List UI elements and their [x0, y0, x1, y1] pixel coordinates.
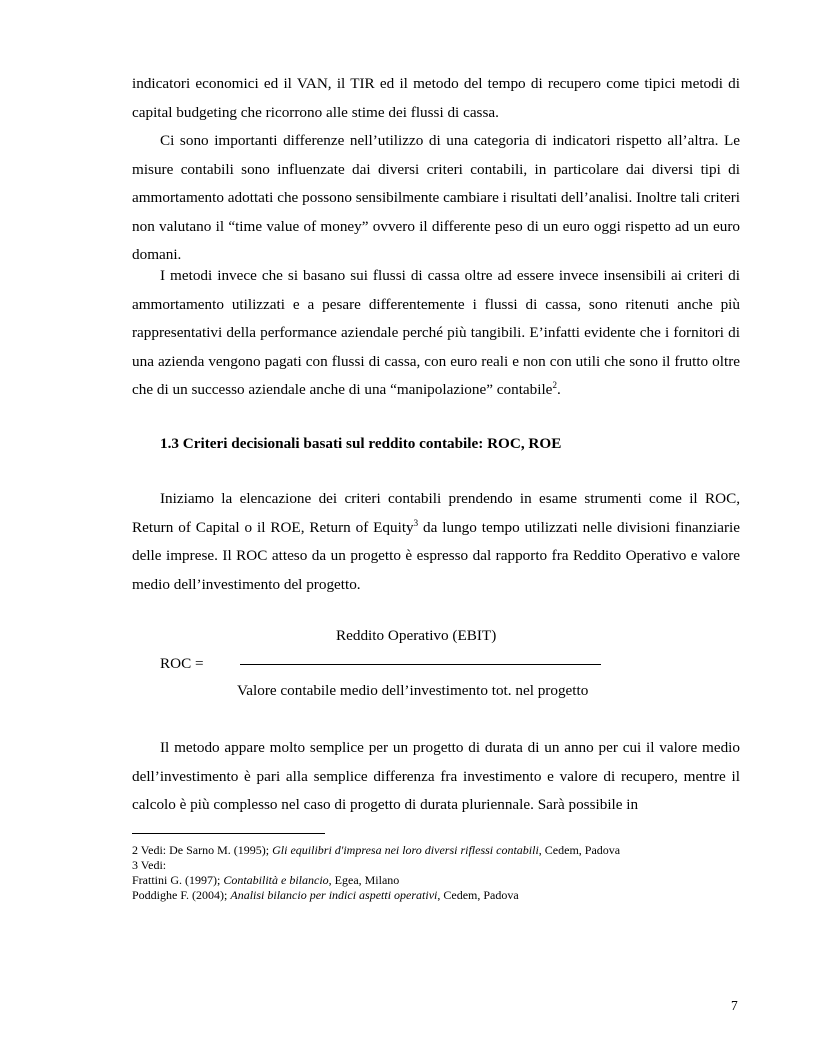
paragraph-1-text: indicatori economici ed il VAN, il TIR ed il metodo del tempo di recupero come tipici metodi di capital budgeting che ricorrono alle stime dei flussi di cassa.: [132, 75, 740, 121]
formula-denominator: Valore contabile medio dell’investimento tot. nel progetto: [237, 682, 589, 699]
footnote-3-title-2: Analisi bilancio per indici aspetti operativi: [230, 888, 438, 902]
paragraph-4: [132, 485, 740, 599]
footnote-ref-2: 2: [552, 379, 557, 390]
paragraph-2: [132, 127, 740, 270]
paragraph-1: [132, 70, 740, 127]
paragraph-3: [132, 262, 740, 405]
paragraph-3-text: [132, 262, 740, 405]
paragraph-4-part-b: da lungo tempo utilizzati nelle divisioni finanziarie delle imprese. Il ROC atteso da un progetto è espresso dal rapporto fra Reddito Operativo e valore medio dell’investimento del progetto.: [132, 518, 740, 593]
footnote-separator: [132, 833, 325, 834]
section-heading: 1.3 Criteri decisionali basati sul reddito contabile: ROC, ROE: [160, 435, 562, 452]
paragraph-2-text: Ci sono importanti differenze nell’utilizzo di una categoria di indicatori rispetto all’altra. Le misure contabili sono influenzate dai diversi criteri contabili, in particolare dai diversi tipi di ammortamento adottati che possono sensibilmente cambiare i risultati dell’analisi. Inoltre tali criteri non valutano il “time value of money” ovvero il differente peso di un euro oggi rispetto ad un euro domani.: [132, 132, 740, 263]
formula-numerator: Reddito Operativo (EBIT): [336, 627, 497, 644]
paragraph-4-text: [132, 485, 740, 599]
page-number: 7: [731, 998, 738, 1013]
footnote-3-publisher-2: , Cedem, Padova: [437, 888, 519, 902]
formula-label: ROC =: [160, 655, 204, 672]
footnote-3-author-2: Poddighe F. (2004);: [132, 888, 231, 902]
footnote-3-line-1: [132, 873, 620, 888]
footnote-3-author-1: Frattini G. (1997);: [132, 873, 224, 887]
footnote-3-head: 3 Vedi:: [132, 858, 167, 872]
footnote-ref-3: 3: [413, 517, 419, 528]
paragraph-5: [132, 734, 740, 820]
footnote-3-title-1: Contabilità e bilancio: [223, 873, 329, 887]
footnote-2-title: Gli equilibri d'impresa nei loro diversi riflessi contabili: [272, 843, 539, 857]
paragraph-5-text: Il metodo appare molto semplice per un progetto di durata di un anno per cui il valore medio dell’investimento è pari alla semplice differenza fra investimento e valore di recupero, mentre il calcolo è più complesso nel caso di progetto di durata pluriennale. Sarà possibile in: [132, 739, 740, 813]
footnote-3-publisher-1: , Egea, Milano: [328, 873, 400, 887]
fraction-bar: [240, 664, 601, 665]
paragraph-3-body: I metodi invece che si basano sui flussi di cassa oltre ad essere invece insensibili ai criteri di ammortamento utilizzati e a pesare differentemente i flussi di cassa, sono ritenuti anche più rappresentativi della performance aziendale perché più tangibili. E’infatti evidente che i fornitori di una azienda vengono pagati con flussi di cassa, con euro reali e non con utili che sono il frutto oltre che di un successo aziendale anche di una “manipolazione” contabile: [132, 267, 740, 398]
footnote-2-publisher: , Cedem, Padova: [538, 843, 621, 857]
footnote-2: [132, 843, 620, 858]
footnotes: [132, 843, 620, 903]
footnote-2-author: 2 Vedi: De Sarno M. (1995);: [132, 843, 273, 857]
paragraph-4-part-a: Iniziamo la elencazione dei criteri contabili prendendo in esame strumenti come il ROC, Return of Capital o il ROE, Return of Equity: [132, 490, 740, 536]
paragraph-3-end: .: [556, 381, 561, 398]
footnote-3-line-2: [132, 888, 620, 903]
